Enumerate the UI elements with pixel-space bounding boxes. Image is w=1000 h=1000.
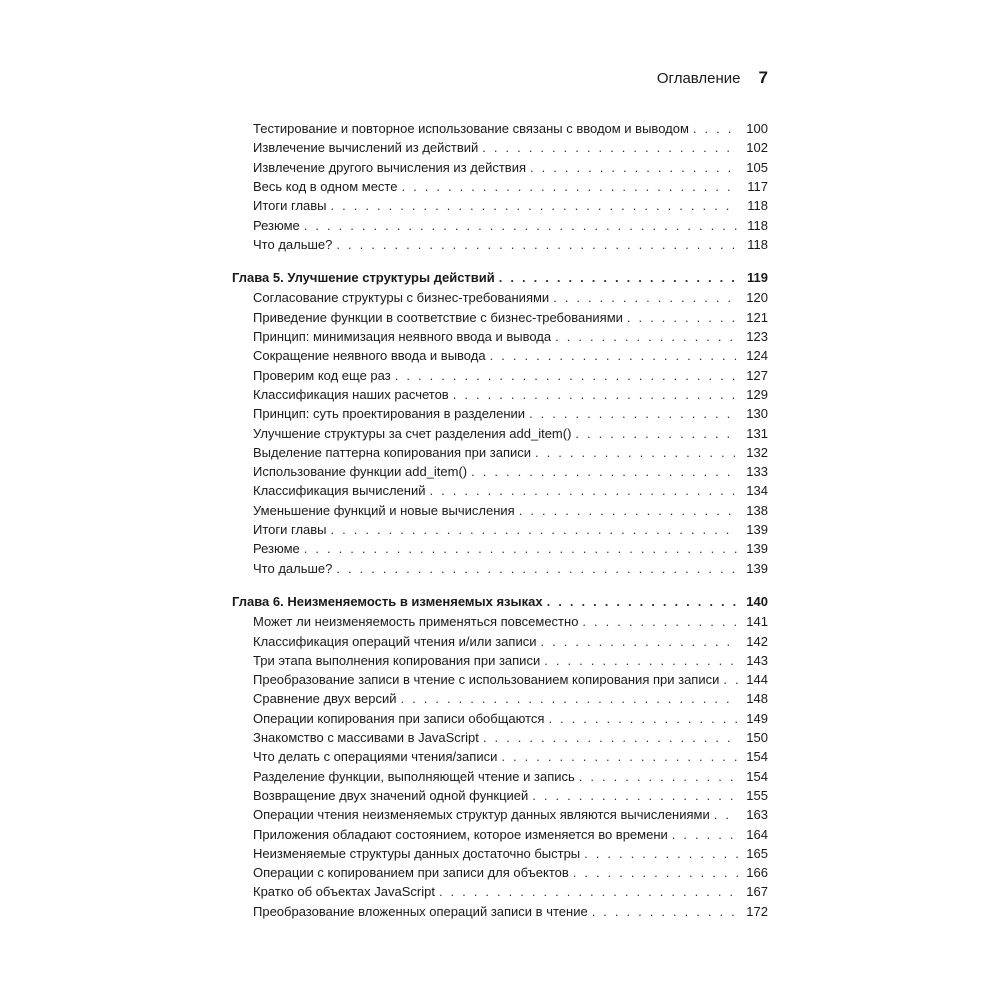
toc-dot-leader <box>555 329 738 344</box>
toc-dot-leader <box>490 348 738 363</box>
toc-page-number: 141 <box>746 614 768 630</box>
toc-page-number: 139 <box>746 560 768 576</box>
toc-dot-leader <box>627 310 738 325</box>
toc-chapter-row <box>232 270 768 290</box>
toc-page-number: 119 <box>747 270 768 286</box>
toc-entry-title: Выделение паттерна копирования при записи <box>253 444 532 460</box>
toc-entry-row <box>253 691 768 711</box>
toc-entry-title: Операции чтения неизменяемых структур данных являются вычислениями <box>253 807 710 823</box>
toc-dot-leader <box>579 769 738 784</box>
toc-dot-leader <box>529 406 738 421</box>
toc-entry-title: Приведение функции в соответствие с бизнес-требованиями <box>253 309 623 325</box>
toc-entry-title: Улучшение структуры за счет разделения add_item() <box>253 425 572 441</box>
toc-page-number: 149 <box>746 710 768 726</box>
toc-dot-leader <box>540 634 738 649</box>
toc-dot-leader <box>547 594 738 609</box>
toc-entry-row <box>253 483 768 503</box>
toc-chapter-row <box>232 594 768 614</box>
toc-entry-row <box>253 198 768 218</box>
toc-entry-title: Весь код в одном месте <box>253 178 398 194</box>
toc-entry-row <box>253 503 768 523</box>
toc-dot-leader <box>553 290 738 305</box>
toc-page-number: 140 <box>746 593 768 609</box>
toc-dot-leader <box>582 614 738 629</box>
toc-entry-row <box>253 237 768 257</box>
toc-page-number: 138 <box>746 502 768 518</box>
toc-page-number: 154 <box>746 768 768 784</box>
toc-page-number: 130 <box>746 406 768 422</box>
toc-entry-title: Принцип: минимизация неявного ввода и вывода <box>253 329 552 344</box>
toc-entry-title: Классификация наших расчетов <box>253 386 449 402</box>
toc-dot-leader <box>336 561 738 576</box>
toc-entry-row <box>253 310 768 330</box>
toc-entry-row <box>253 522 768 542</box>
toc-dot-leader <box>336 237 738 252</box>
toc-entry-row <box>253 672 768 692</box>
toc-entry-title: Знакомство с массивами в JavaScript <box>253 730 479 745</box>
toc-entry-title: Возвращение двух значений одной функцией <box>253 787 529 803</box>
toc-entry-row <box>253 827 768 847</box>
toc-entry-row <box>253 884 768 904</box>
toc-page-number: 131 <box>746 425 768 441</box>
toc-page-number: 139 <box>746 541 768 557</box>
toc-page-number: 121 <box>746 309 768 325</box>
toc-page-number: 133 <box>746 464 768 480</box>
toc-entry-row <box>253 730 768 750</box>
toc-entry-row <box>253 904 768 924</box>
running-header-title: Оглавление <box>656 70 741 87</box>
toc-page-number: 163 <box>746 807 768 823</box>
toc-entry-title: Сравнение двух версий <box>253 691 397 707</box>
toc-entry-row <box>253 614 768 634</box>
toc-page-number: 144 <box>746 672 768 688</box>
toc-entry-row <box>253 788 768 808</box>
toc-entry-title: Кратко об объектах JavaScript <box>253 884 435 900</box>
toc-dot-leader <box>535 445 738 460</box>
toc-dot-leader <box>693 121 738 136</box>
toc-entry-row <box>253 329 768 349</box>
toc-entry-title: Преобразование вложенных операций записи в чтение <box>253 903 588 919</box>
toc-dot-leader <box>723 672 738 687</box>
toc-dot-leader <box>584 846 738 861</box>
toc-entry-row <box>253 426 768 446</box>
toc-dot-leader <box>573 865 738 880</box>
toc-entry-title: Использование функции add_item() <box>253 464 468 480</box>
toc-page-number: 164 <box>746 826 768 842</box>
page-number: 7 <box>758 68 768 87</box>
toc-page-number: 100 <box>746 121 768 136</box>
toc-entry-row <box>253 406 768 426</box>
toc-entry-title: Три этапа выполнения копирования при записи <box>253 652 541 668</box>
toc-dot-leader <box>714 807 738 822</box>
toc-page-number: 142 <box>746 633 768 649</box>
toc-page-number: 172 <box>746 903 768 919</box>
toc-entry-title: Извлечение другого вычисления из действия <box>253 159 526 175</box>
toc-dot-leader <box>592 904 738 919</box>
toc-dot-leader <box>499 270 738 285</box>
toc-entry-row <box>253 368 768 388</box>
toc-dot-leader <box>453 387 738 402</box>
toc-page-number: 150 <box>746 730 768 745</box>
toc-entry-row <box>253 348 768 368</box>
toc-entry-row <box>253 179 768 199</box>
toc-entry-row <box>253 464 768 484</box>
toc-page-number: 120 <box>746 290 768 306</box>
toc-entry-row <box>253 865 768 885</box>
toc-entry-title: Сокращение неявного ввода и вывода <box>253 348 486 364</box>
toc-entry-title: Проверим код еще раз <box>253 367 391 383</box>
toc-dot-leader <box>483 730 738 745</box>
toc-page-number: 134 <box>746 483 768 499</box>
toc-dot-leader <box>672 827 738 842</box>
toc-entry-title: Операции с копированием при записи для объектов <box>253 865 569 881</box>
toc-dot-leader <box>482 140 738 155</box>
toc-page-number: 117 <box>747 178 768 194</box>
toc-dot-leader <box>548 711 738 726</box>
toc-page-number: 102 <box>746 140 768 156</box>
toc-page-number: 123 <box>746 329 768 344</box>
toc-entry-title: Классификация вычислений <box>253 483 426 499</box>
toc-entry-title: Согласование структуры с бизнес-требованиями <box>253 290 550 306</box>
toc-entry-row <box>253 445 768 465</box>
toc-entry-title: Преобразование записи в чтение с использованием копирования при записи <box>253 672 720 688</box>
toc-entry-row <box>253 140 768 160</box>
toc-page-number: 127 <box>746 367 768 383</box>
toc-dot-leader <box>575 426 738 441</box>
toc-entry-title: Что дальше? <box>253 236 333 252</box>
toc-entry-title: Итоги главы <box>253 522 327 537</box>
toc-page-number: 129 <box>746 386 768 402</box>
toc-entry-row <box>253 290 768 310</box>
toc-entry-title: Приложения обладают состоянием, которое изменяется во времени <box>253 826 668 842</box>
toc-dot-leader <box>395 368 738 383</box>
toc-dot-leader <box>304 541 738 556</box>
toc-entry-row <box>253 653 768 673</box>
toc-dot-leader <box>519 503 738 518</box>
toc-entry-title: Тестирование и повторное использование связаны с вводом и выводом <box>253 121 689 136</box>
toc-entry-row <box>253 561 768 581</box>
toc-entry-title: Итоги главы <box>253 198 327 214</box>
toc-dot-leader <box>439 884 738 899</box>
toc-page-number: 132 <box>746 444 768 460</box>
toc-entry-title: Извлечение вычислений из действий <box>253 140 479 156</box>
toc-page-number: 143 <box>746 652 768 668</box>
toc-entry-row <box>253 846 768 866</box>
toc-entry-title: Что дальше? <box>253 560 333 576</box>
toc-page-number: 167 <box>746 884 768 900</box>
toc-dot-leader <box>471 464 738 479</box>
toc-entry-title: Операции копирования при записи обобщаются <box>253 710 545 726</box>
toc-page-number: 118 <box>747 198 768 214</box>
toc-entry-title: Классификация операций чтения и/или записи <box>253 633 537 649</box>
toc-dot-leader <box>532 788 738 803</box>
toc-entry-title: Резюме <box>253 541 300 557</box>
toc-dot-leader <box>530 160 738 175</box>
toc-chapter-title: Глава 6. Неизменяемость в изменяемых языках <box>232 593 543 609</box>
toc-entry-row <box>253 711 768 731</box>
toc-page-number: 118 <box>747 236 768 252</box>
toc-dot-leader <box>544 653 738 668</box>
toc-entry-title: Принцип: суть проектирования в разделении <box>253 406 526 422</box>
toc-dot-leader <box>501 749 738 764</box>
toc-page-number: 155 <box>746 787 768 803</box>
toc-page-number: 166 <box>746 865 768 881</box>
toc-entry-title: Неизменяемые структуры данных достаточно быстры <box>253 845 581 861</box>
toc-dot-leader <box>331 522 738 537</box>
toc-entry-title: Может ли неизменяемость применяться повсеместно <box>253 614 579 630</box>
toc-entry-row <box>253 807 768 827</box>
toc-page-number: 154 <box>746 749 768 765</box>
toc-entry-row <box>253 769 768 789</box>
toc-entry-row <box>253 749 768 769</box>
toc-chapter-title: Глава 5. Улучшение структуры действий <box>232 270 495 286</box>
toc-entry-title: Разделение функции, выполняющей чтение и запись <box>253 768 575 784</box>
toc-entry-title: Резюме <box>253 217 300 233</box>
toc-entry-title: Что делать с операциями чтения/записи <box>253 749 498 765</box>
toc-entry-row <box>253 541 768 561</box>
toc-dot-leader <box>401 179 738 194</box>
toc-entry-row <box>253 160 768 180</box>
toc-entry-row <box>253 218 768 238</box>
toc-entry-title: Уменьшение функций и новые вычисления <box>253 502 515 518</box>
toc-entry-row <box>253 634 768 654</box>
toc-entry-row <box>253 121 768 141</box>
toc-dot-leader <box>304 218 738 233</box>
toc-entry-row <box>253 387 768 407</box>
toc-dot-leader <box>401 691 738 706</box>
toc-dot-leader <box>429 483 738 498</box>
toc-page-number: 148 <box>746 691 768 707</box>
toc-dot-leader <box>331 198 738 213</box>
toc-page-number: 165 <box>746 845 768 861</box>
toc-page-number: 139 <box>746 522 768 537</box>
toc-page-number: 124 <box>746 348 768 364</box>
toc-page-number: 118 <box>747 217 768 233</box>
toc-page-number: 105 <box>746 159 768 175</box>
